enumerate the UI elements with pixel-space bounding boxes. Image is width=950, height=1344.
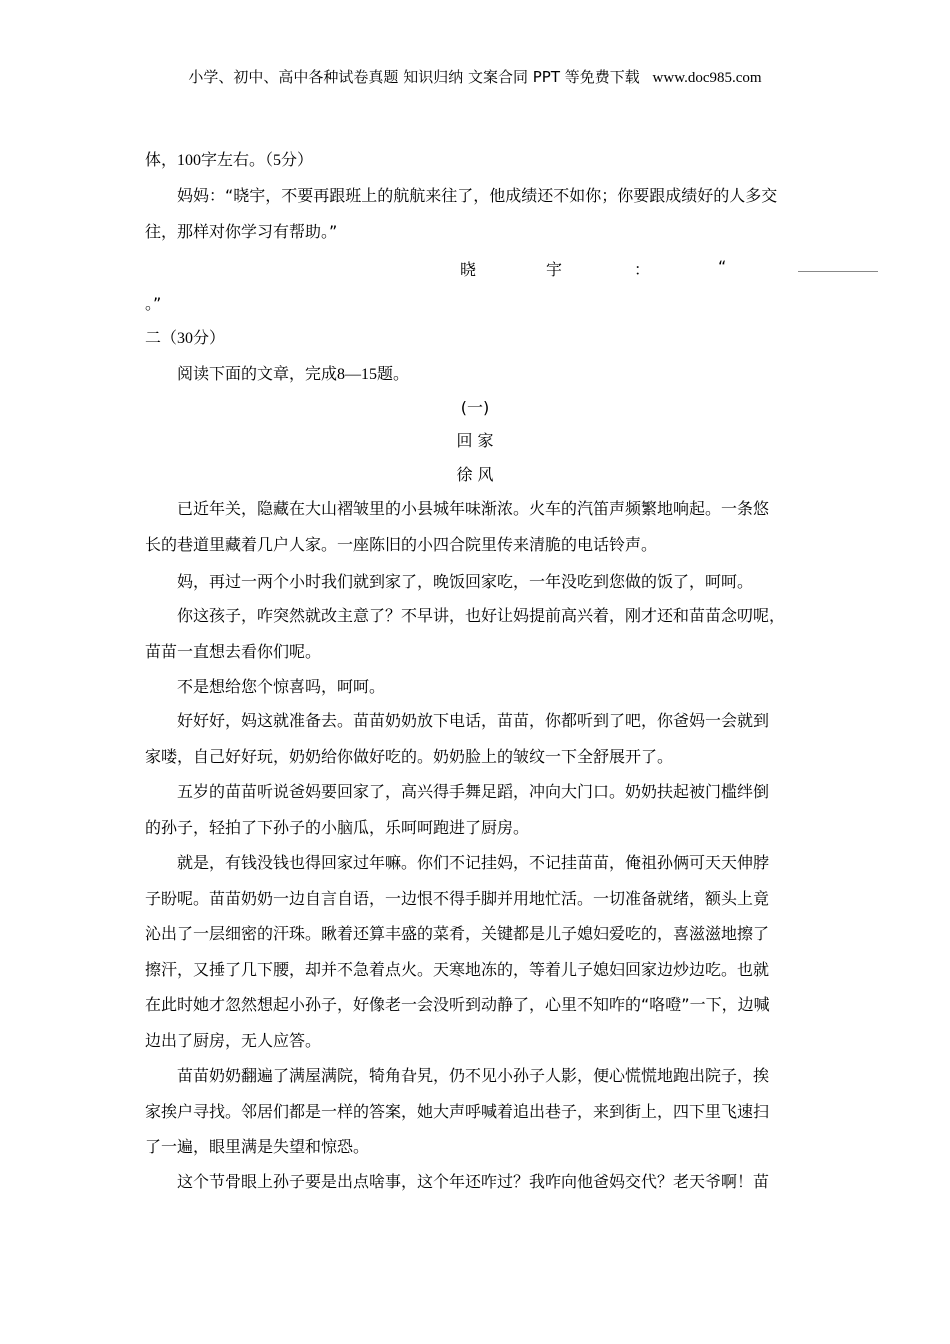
text-fragment: 分） [193,328,226,347]
article-author: 徐 风 [456,465,494,484]
article-line: 不是想给您个惊喜吗，呵呵。 [177,677,386,696]
answer-char: 晓 [460,260,477,279]
score-value: 5 [273,152,282,169]
article-line: 你这孩子，咋突然就改主意了？不早讲，也好让妈提前高兴着，刚才还和苗苗念叨呢， [177,606,786,625]
text-fragment: 体， [145,150,178,169]
article-line: 苗苗奶奶翻遍了满屋满院，犄角旮旯，仍不见小孙子人影，便心慌慌地跑出院子，挨 [177,1066,770,1085]
answer-char: ： [634,260,651,279]
article-line: 苗苗一直想去看你们呢。 [145,642,322,661]
word-count: 100 [177,152,202,169]
header-text: 小学、初中、高中各种试卷真题 知识归纳 文案合同 PPT 等免费下载 [188,68,640,86]
reading-instruction [177,364,409,385]
article-line: 家挨户寻找。邻居们都是一样的答案，她大声呼喊着追出巷子，来到街上，四下里飞速扫 [145,1102,770,1121]
article-line: 就是，有钱没钱也得回家过年嘛。你们不记挂妈，不记挂苗苗，俺祖孙俩可天天伸脖 [177,853,770,872]
answer-end: 。” [145,294,162,313]
mother-quote-line-2: 往，那样对你学习有帮助。” [145,222,338,241]
answer-char: “ [718,257,727,276]
article-line: 子盼呢。苗苗奶奶一边自言自语，一边恨不得手脚并用地忙活。一切准备就绪，额头上竟 [145,889,770,908]
text-fragment: 二（ [145,328,178,347]
article-line: 擦汗，又捶了几下腰，却并不急着点火。天寒地冻的，等着儿子媳妇回家边炒边吃。也就 [145,960,770,979]
page-header [0,66,950,87]
article-line: 家喽，自己好好玩，奶奶给你做好吃的。奶奶脸上的皱纹一下全舒展开了。 [145,747,674,766]
question-range: 8—15 [337,366,378,383]
article-line: 好好好，妈这就准备去。苗苗奶奶放下电话，苗苗，你都听到了吧，你爸妈一会就到 [177,711,770,730]
article-line: 边出了厨房，无人应答。 [145,1031,322,1050]
article-line: 沁出了一层细密的汗珠。瞅着还算丰盛的菜肴，关键都是儿子媳妇爱吃的，喜滋滋地擦了 [145,924,770,943]
article-line: 五岁的苗苗听说爸妈要回家了，高兴得手舞足蹈，冲向大门口。奶奶扶起被门槛绊倒 [177,782,770,801]
article-line: 在此时她才忽然想起小孙子，好像老一会没听到动静了，心里不知咋的“咯噔”一下，边喊 [145,995,770,1014]
article-line: 已近年关，隐藏在大山褶皱里的小县城年味渐浓。火车的汽笛声频繁地响起。一条悠 [177,499,770,518]
mother-quote-line-1: 妈妈：“晓宇，不要再跟班上的航航来往了，他成绩还不如你；你要跟成绩好的人多交 [177,186,778,205]
answer-char: 宇 [546,260,563,279]
text-fragment: 分） [281,150,314,169]
article-line: 了一遍，眼里满是失望和惊恐。 [145,1137,370,1156]
section-score: 30 [177,330,194,347]
article-title: 回 家 [456,431,494,450]
section-title [145,328,225,349]
article-part-label: (一) [460,398,490,417]
article-line: 长的巷道里藏着几户人家。一座陈旧的小四合院里传来清脆的电话铃声。 [145,535,658,554]
article-line: 妈，再过一两个小时我们就到家了，晚饭回家吃，一年没吃到您做的饭了，呵呵。 [177,572,754,591]
text-fragment: 题。 [377,364,410,383]
header-url: www.doc985.com [652,70,762,86]
article-line: 这个节骨眼上孙子要是出点啥事，这个年还咋过？我咋向他爸妈交代？老天爷啊！苗 [177,1172,770,1191]
task-requirement-line [145,150,313,171]
text-fragment: 字左右。（ [201,150,274,169]
answer-blank[interactable] [798,271,878,272]
text-fragment: 阅读下面的文章，完成 [177,364,338,383]
article-line: 的孙子，轻拍了下孙子的小脑瓜，乐呵呵跑进了厨房。 [145,818,530,837]
